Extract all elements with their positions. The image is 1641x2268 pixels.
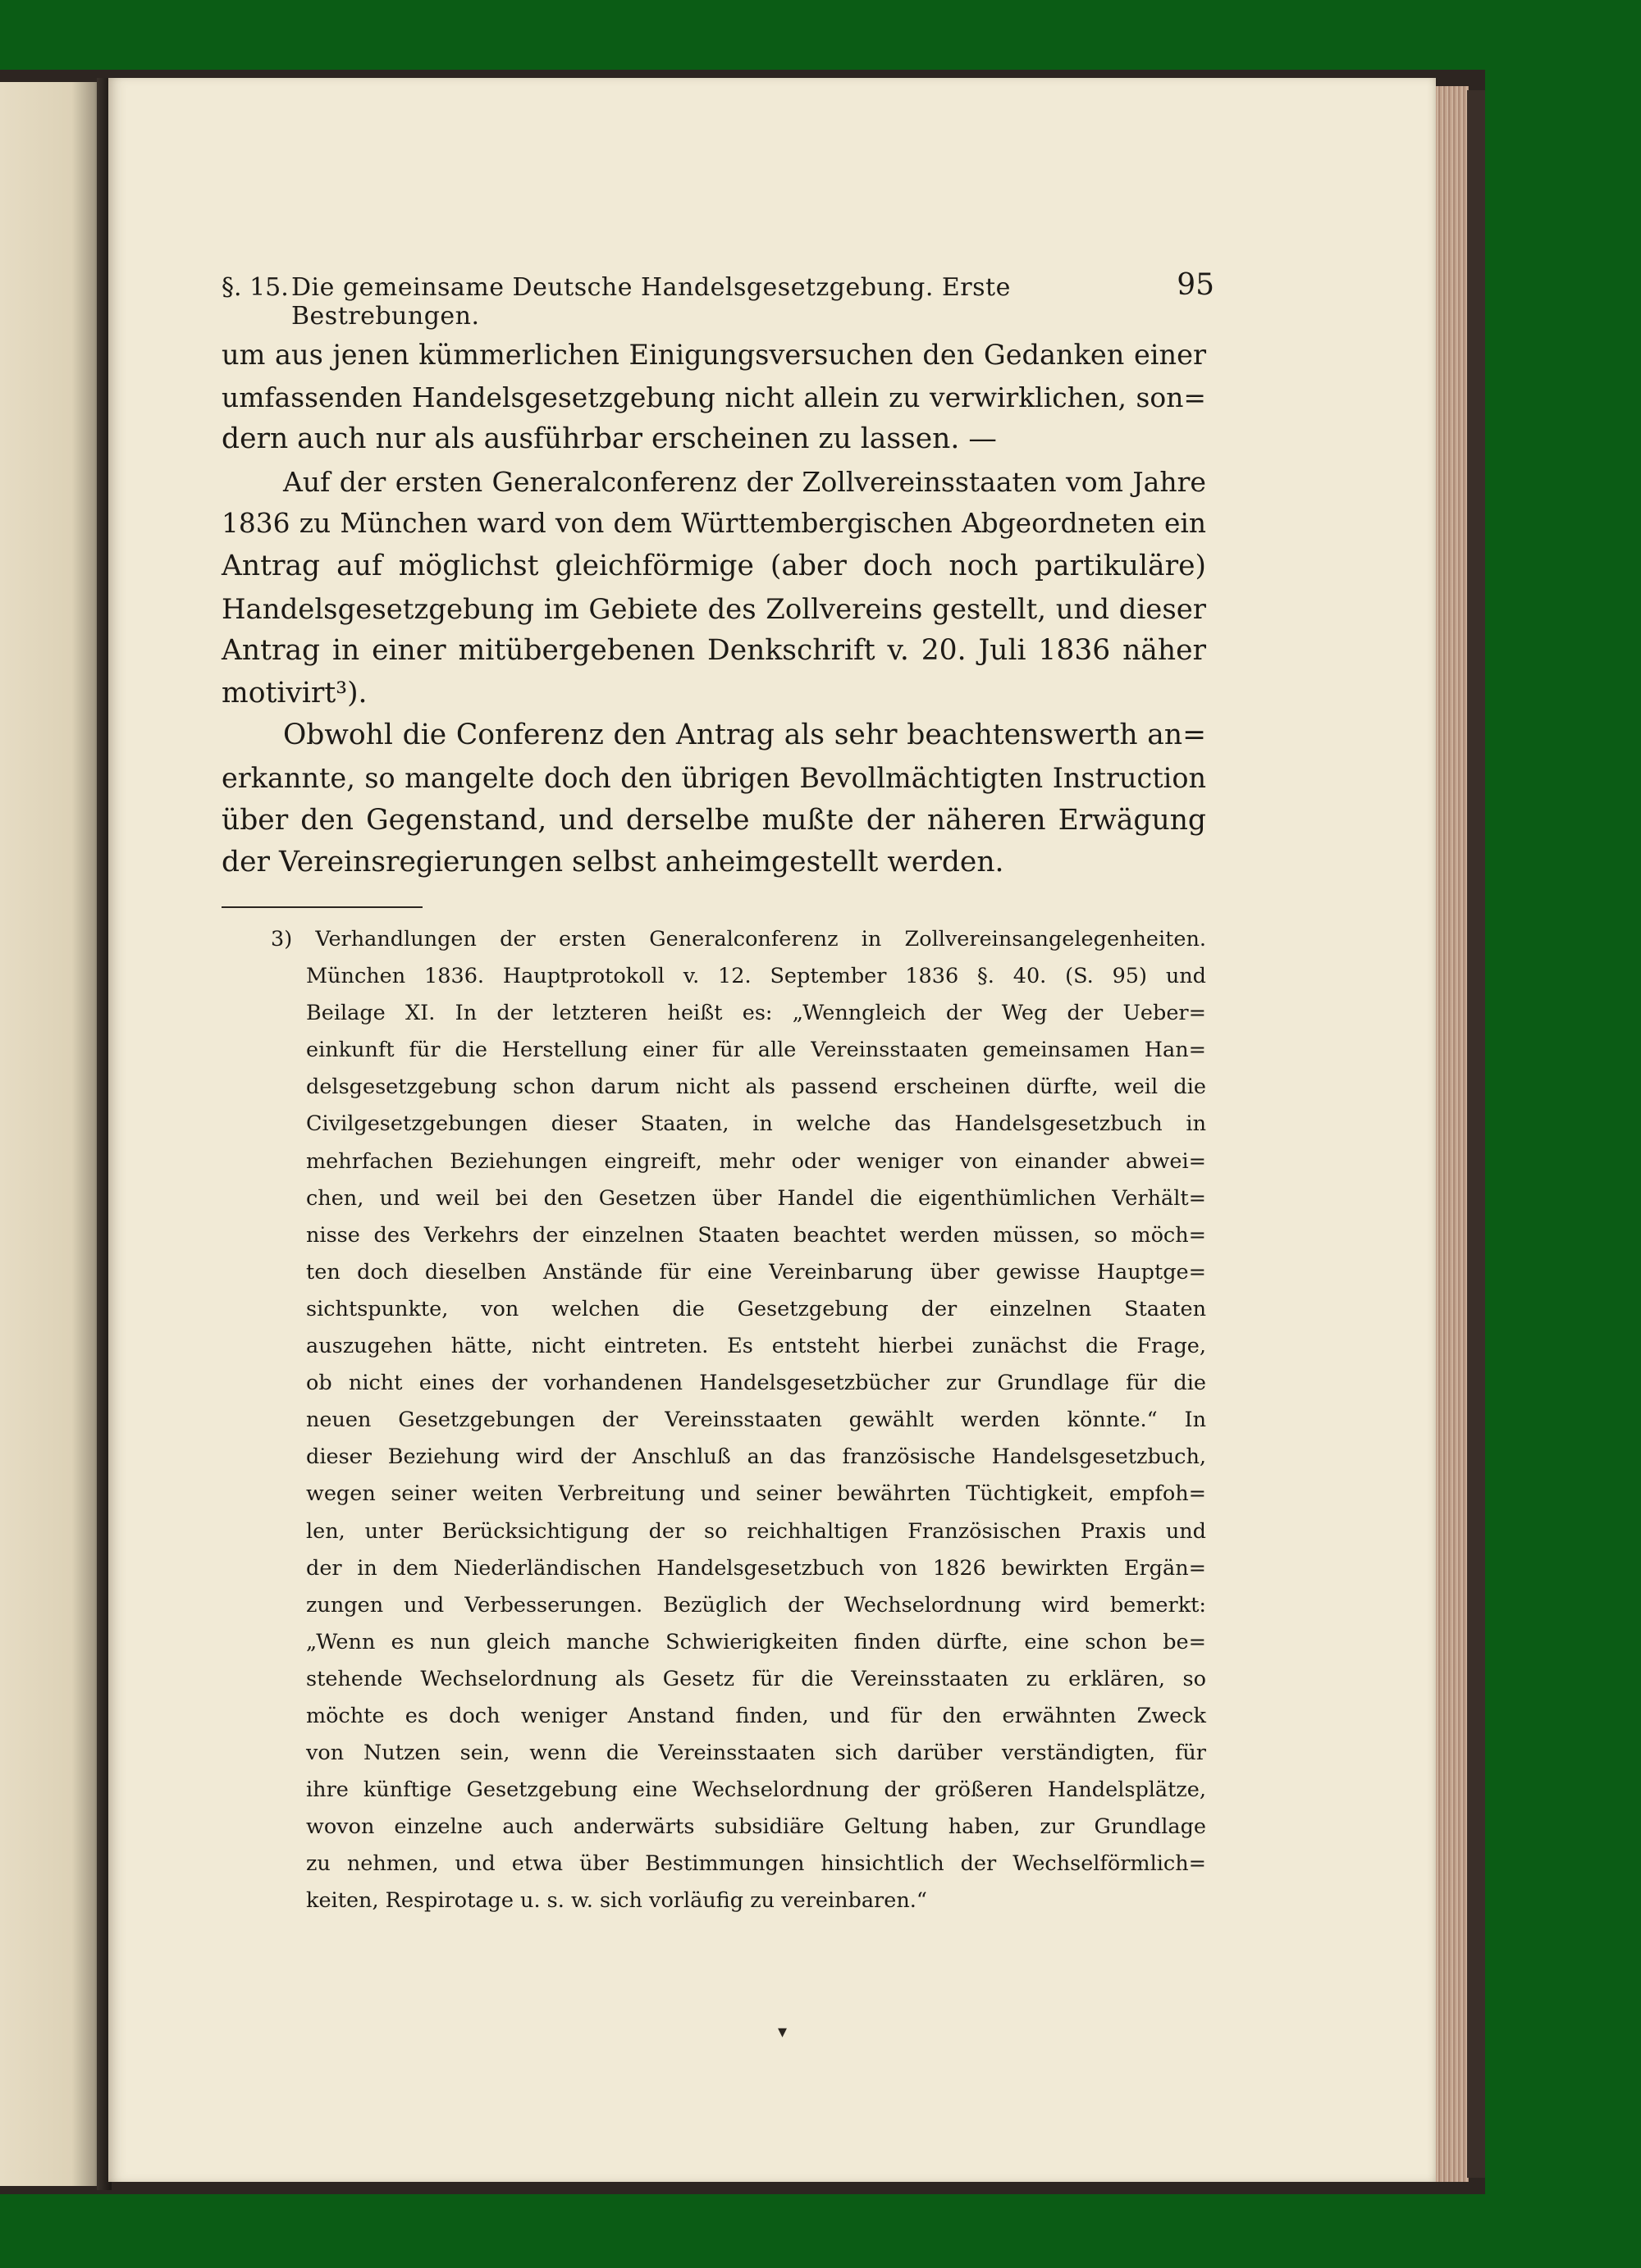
footnote-line: 3) Verhandlungen der ersten Generalconferenz in Zollvereinsangelegenheiten. [271,927,1206,951]
footnote-line: wegen seiner weiten Verbreitung und seiner bewährten Tüchtigkeit, empfoh= [306,1481,1206,1507]
body-line: erkannte, so mangelte doch den übrigen Bevollmächtigten Instruction [222,761,1206,794]
footnote-line: zungen und Verbesserungen. Bezüglich der Wechselordnung wird bemerkt: [306,1592,1206,1618]
book-cover-edge [1467,90,1485,2178]
running-title: Die gemeinsame Deutsche Handelsgesetzgebung. Erste Bestrebungen. [291,273,1011,331]
footnote-line: stehende Wechselordnung als Gesetz für die Vereinsstaaten zu erklären, so [306,1666,1206,1691]
footnote-line: auszugehen hätte, nicht eintreten. Es entsteht hierbei zunächst die Frage, [306,1334,1206,1359]
book-page [108,78,1436,2182]
footnote-line: ten doch dieselben Anstände für eine Vereinbarung über gewisse Hauptge= [306,1259,1206,1285]
footnote-line: Civilgesetzgebungen dieser Staaten, in welche das Handelsgesetzbuch in [306,1111,1206,1137]
body-line: über den Gegenstand, und derselbe mußte der näheren Erwägung [222,803,1206,837]
footnote-line: len, unter Berücksichtigung der so reichhaltigen Französischen Praxis und [306,1518,1206,1544]
body-line: um aus jenen kümmerlichen Einigungsversuchen den Gedanken einer [222,339,1206,371]
body-line: der Vereinsregierungen selbst anheimgestellt werden. [222,846,1004,879]
footnote-line: zu nehmen, und etwa über Bestimmungen hinsichtlich der Wechselförmlich= [306,1851,1206,1877]
footnote-line: mehrfachen Beziehungen eingreift, mehr oder weniger von einander abwei= [306,1148,1206,1174]
footnote-separator [222,906,423,908]
footnote-line: nisse des Verkehrs der einzelnen Staaten beachtet werden müssen, so möch= [306,1222,1206,1248]
body-line: motivirt³). [222,676,368,710]
body-line: Handelsgesetzgebung im Gebiete des Zollvereins gestellt, und dieser [222,592,1206,625]
running-header [222,267,1214,331]
footnotes [222,921,1206,1920]
footnote-line: München 1836. Hauptprotokoll v. 12. September 1836 §. 40. (S. 95) und [306,964,1206,989]
body-line: dern auch nur als ausführbar erscheinen zu lassen. — [222,422,997,456]
page-block-edges [1436,86,1469,2182]
section-number: §. 15. [222,273,289,302]
footnote-line: „Wenn es nun gleich manche Schwierigkeiten finden dürfte, eine schon be= [306,1629,1206,1654]
main-text [222,334,1206,884]
footnote-line: sichtspunkte, von welchen die Gesetzgebung der einzelnen Staaten [306,1296,1206,1321]
footnote-line: neuen Gesetzgebungen der Vereinsstaaten gewählt werden könnte.“ In [306,1408,1206,1433]
page-text-block [222,267,1214,1914]
footnote-line: möchte es doch weniger Anstand finden, und für den erwähnten Zweck [306,1703,1206,1728]
page-number: 95 [1177,268,1214,302]
body-line: 1836 zu München ward von dem Württembergischen Abgeordneten ein [222,508,1206,540]
footnote-line: chen, und weil bei den Gesetzen über Handel die eigenthümlichen Verhält= [306,1185,1206,1211]
left-page-edge [0,82,103,2186]
footnote-line: wovon einzelne auch anderwärts subsidiäre Geltung haben, zur Grundlage [306,1814,1206,1840]
footnote-line: von Nutzen sein, wenn die Vereinsstaaten sich darüber verständigten, für [306,1741,1206,1766]
printer-mark: ▾ [778,2022,788,2042]
footnote-line: der in dem Niederländischen Handelsgesetzbuch von 1826 bewirkten Ergän= [306,1555,1206,1581]
footnote-line: delsgesetzgebung schon darum nicht als passend erscheinen dürfte, weil die [306,1075,1206,1100]
body-line: umfassenden Handelsgesetzgebung nicht allein zu verwirklichen, son= [222,381,1206,413]
footnote-line: Beilage XI. In der letzteren heißt es: „Wenngleich der Weg der Ueber= [306,1001,1206,1026]
body-line: Auf der ersten Generalconferenz der Zollvereinsstaaten vom Jahre [283,465,1206,498]
body-line: Antrag in einer mitübergebenen Denkschrift v. 20. Juli 1836 näher [222,634,1206,668]
body-line: Obwohl die Conferenz den Antrag als sehr beachtenswerth an= [283,719,1206,752]
footnote-line: dieser Beziehung wird der Anschluß an das französische Handelsgesetzbuch, [306,1444,1206,1470]
footnote-line: ihre künftige Gesetzgebung eine Wechselordnung der größeren Handelsplätze, [306,1777,1206,1803]
footnote-line: einkunft für die Herstellung einer für alle Vereinsstaaten gemeinsamen Han= [306,1038,1206,1063]
body-line: Antrag auf möglichst gleichförmige (aber doch noch partikuläre) [222,549,1206,582]
footnote-line: ob nicht eines der vorhandenen Handelsgesetzbücher zur Grundlage für die [306,1371,1206,1396]
footnote-line: keiten, Respirotage u. s. w. sich vorläufig zu vereinbaren.“ [306,1888,927,1914]
